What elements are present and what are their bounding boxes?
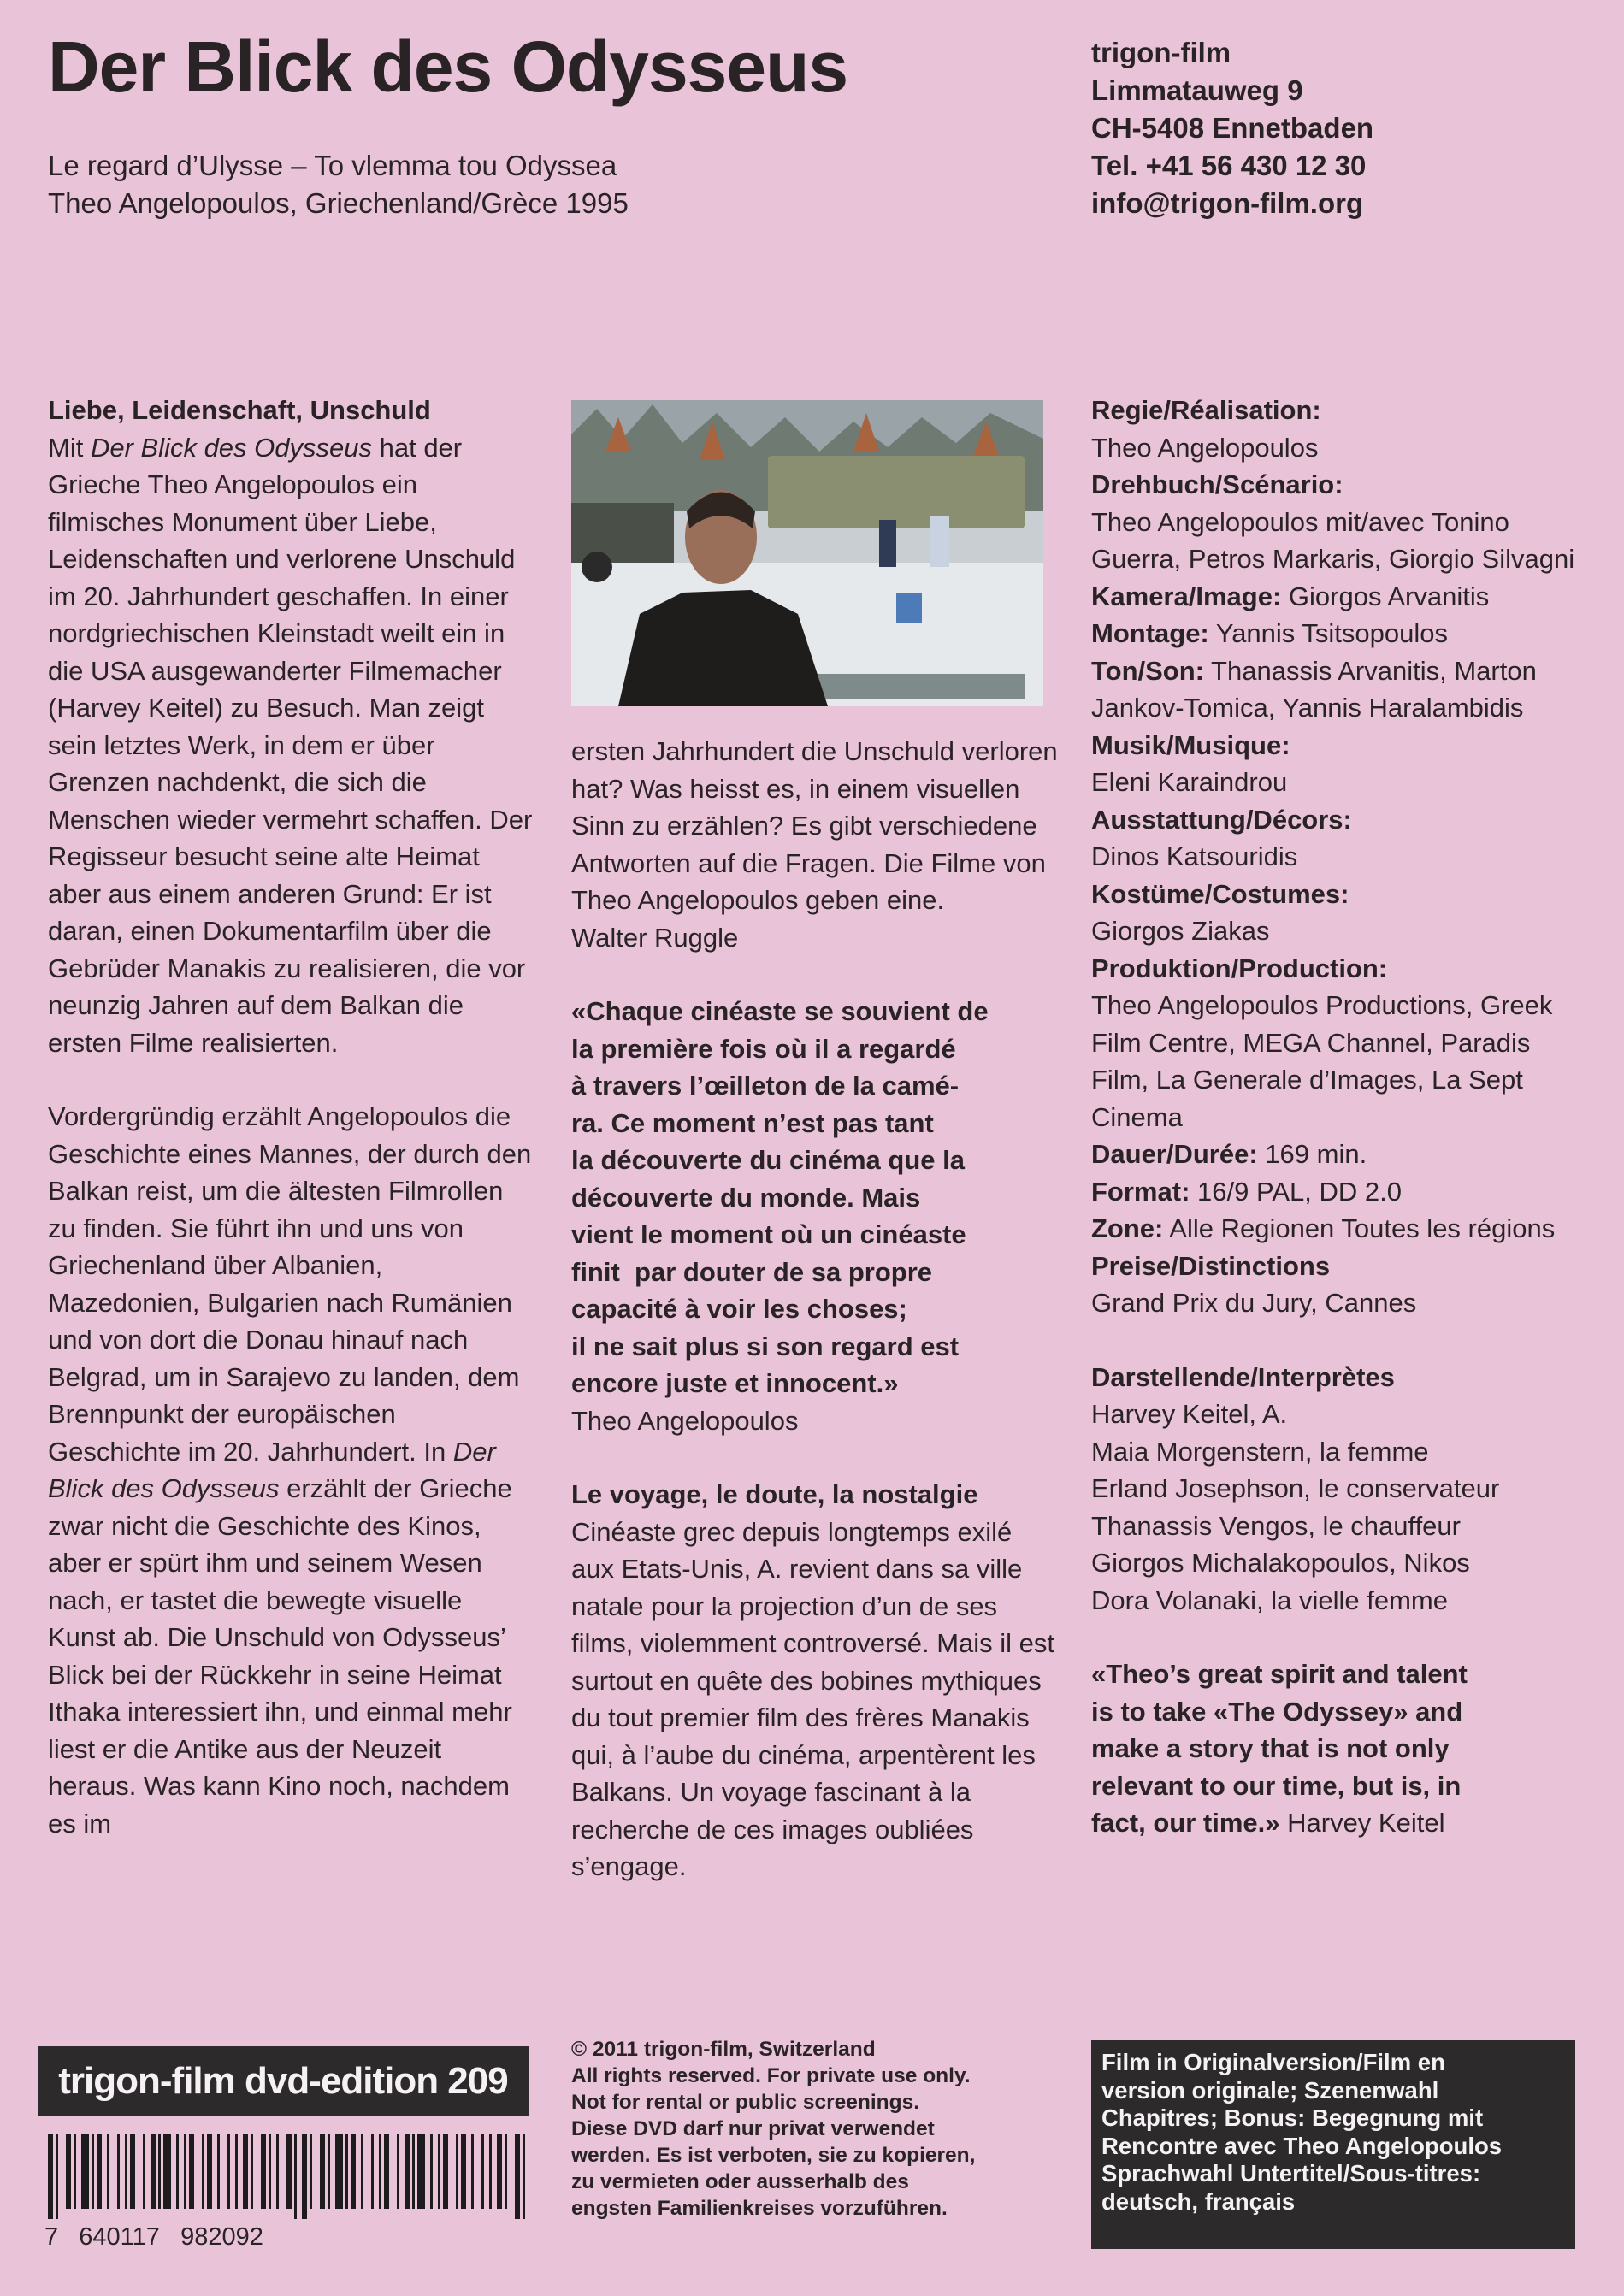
contact-name: trigon-film [1091, 37, 1231, 68]
credit-label: Dauer/Durée: [1091, 1139, 1258, 1169]
barcode-bar [302, 2134, 307, 2219]
credit-label: Ton/Son: [1091, 655, 1204, 686]
copyright-line: zu vermieten oder ausserhalb des [571, 2170, 909, 2193]
barcode-bar [497, 2134, 502, 2209]
info-line: version originale; Szenenwahl [1101, 2076, 1439, 2104]
credits-list [1091, 392, 1587, 1322]
barcode-bar [471, 2134, 474, 2209]
subtitle-director-country: Theo Angelopoulos, Griechenland/Grèce 1995 [48, 187, 629, 219]
info-line: deutsch, français [1101, 2187, 1296, 2215]
film-still-photo [571, 400, 1043, 706]
cast-heading: Darstellende/Interprètes [1091, 1361, 1395, 1392]
copyright-line: Diese DVD darf nur privat verwendet [571, 2117, 935, 2140]
credit-label: Kostüme/Costumes: [1091, 878, 1349, 909]
cast-item: Dora Volanaki, la vielle femme [1091, 1585, 1448, 1615]
barcode-bar [335, 2134, 343, 2209]
film-title-italic: Der Blick des Odysseus [48, 1436, 496, 1503]
barcode-bar [461, 2134, 466, 2209]
barcode-bar [269, 2134, 271, 2209]
barcode-bar [158, 2134, 161, 2209]
cast-item: Giorgos Michalakopoulos, Nikos [1091, 1548, 1470, 1578]
subtitle-alt-titles: Le regard d’Ulysse – To vlemma tou Odyssea [48, 150, 617, 181]
barcode-bar [310, 2134, 312, 2209]
copyright-line: © 2011 trigon-film, Switzerland [571, 2038, 876, 2061]
credit-item [1091, 1173, 1587, 1211]
barcode-bar [384, 2134, 389, 2209]
german-description [48, 392, 535, 1842]
french-body: Cinéaste grec depuis longtemps exilé aux Etats-Unis, A. revient dans sa ville natale pour la projection d’un de ses films, violemment controversé. Mais il est surtout en quête des bobines mythiques du tout premier film des frères Manakis qui, à l’aube du cinéma, arpentèrent les Balkans. Un voyage fascinant à la recherche de ces images oubliées s’engage. [571, 1516, 1055, 1881]
barcode-bar [345, 2134, 348, 2209]
german-author: Walter Ruggle [571, 922, 739, 953]
credit-value: Theo Angelopoulos Productions, Greek Film Centre, MEGA Channel, Paradis Film, La Generale d’Images, La Sept Cinema [1091, 990, 1553, 1132]
credit-value: Eleni Karaindrou [1091, 767, 1288, 797]
barcode-bar [412, 2134, 415, 2209]
credit-item [1091, 727, 1587, 801]
credit-value: Giorgos Arvanitis [1281, 581, 1490, 611]
barcode-bar [286, 2134, 292, 2209]
copyright-line: Not for rental or public screenings. [571, 2091, 920, 2114]
credit-label: Montage: [1091, 618, 1209, 648]
barcode-bar [243, 2134, 248, 2209]
credit-value: 169 min. [1257, 1139, 1367, 1169]
copyright-line: werden. Es ist verboten, sie zu kopieren, [571, 2144, 976, 2167]
barcode-bar [217, 2134, 220, 2209]
cast-item: Harvey Keitel, A. [1091, 1399, 1288, 1429]
german-paragraph-1: Mit Der Blick des Odysseus hat der Grieche Theo Angelopoulos ein filmisches Monument über Liebe, Leidenschaften und verlorene Unschuld im 20. Jahrhundert geschaffen. In einer nordgriechischen Kleinstadt weilt ein in die USA ausgewanderter Filmemacher (Harvey Keitel) zu Besuch. Man zeigt sein letztes Werk, in dem er über Grenzen nachdenkt, die sich die Menschen wieder vermehrt schaffen. Der Regisseur besucht seine alte Heimat aber aus einem anderen Grund: Er ist daran, einen Dokumentarfilm über die Gebrüder Manakis zu realisieren, die vor neunzig Jahren auf dem Balkan die ersten Filme realisierten. [48, 432, 533, 1058]
credit-label: Preise/Distinctions [1091, 1250, 1331, 1281]
barcode-bar [176, 2134, 179, 2209]
credit-label: Drehbuch/Scénario: [1091, 469, 1343, 499]
contact-block [1091, 34, 1373, 222]
copyright-line: engsten Familienkreises vorzuführen. [571, 2197, 948, 2220]
german-paragraph-2: Vordergründig erzählt Angelopoulos die Geschichte eines Mannes, der durch den Balkan reist, um die ältesten Filmrollen zu finden. Sie führt ihn und uns von Griechenland über Albanien, Mazedonien, Bulgarien nach Rumänien und von dort die Donau hinauf nach Belgrad, um in Sarajevo zu landen, dem Brennpunkt der europäischen Geschichte im 20. Jahrhundert. In Der Blick des Odysseus erzählt der Grieche zwar nicht die Geschichte des Kinos, aber er spürt ihm und seinem Wesen nach, er tastet die bewegte visuelle Kunst ab. Die Unschuld von Odysseus’ Blick bei der Rückkehr in seine Heimat Ithaka interessiert ihn, und einmal mehr liest er die Antike aus der Neuzeit heraus. Was kann Kino noch, nachdem es im [48, 1101, 532, 1839]
info-line: Rencontre avec Theo Angelopoulos [1101, 2132, 1503, 2159]
info-line: Chapitres; Bonus: Begegnung mit [1101, 2104, 1484, 2131]
barcode-bar [92, 2134, 94, 2209]
barcode-bar [189, 2134, 194, 2209]
edition-label: trigon-film dvd-edition 209 [38, 2046, 529, 2116]
credit-item [1091, 615, 1587, 652]
quote-french: «Chaque cinéaste se souvient de la première fois où il a regardé à travers l’œilleton de la camé- ra. Ce moment n’est pas tant la découverte du cinéma que la découverte du monde. Mais vient le moment où un cinéaste finit par douter de sa propre capacité à voir les choses; il ne sait plus si son regard est encore juste et innocent.» [571, 996, 989, 1398]
credit-item [1091, 392, 1587, 466]
barcode-bar [74, 2134, 76, 2209]
credit-label: Musik/Musique: [1091, 729, 1290, 760]
credit-item [1091, 876, 1587, 950]
credits-column [1091, 392, 1587, 1842]
credit-label: Ausstattung/Décors: [1091, 804, 1352, 835]
barcode-bar [515, 2134, 520, 2219]
barcode-bar [56, 2134, 58, 2219]
barcode-bar [97, 2134, 102, 2209]
barcode-bar [430, 2134, 433, 2209]
cast-item: Maia Morgenstern, la femme [1091, 1436, 1429, 1467]
credit-item [1091, 466, 1587, 578]
barcode-bar [481, 2134, 484, 2209]
contact-phone: Tel. +41 56 430 12 30 [1091, 150, 1367, 181]
barcode-bar [417, 2134, 425, 2209]
barcode-bar [276, 2134, 279, 2209]
cast-list [1091, 1396, 1587, 1619]
quote-english: «Theo’s great spirit and talent is to take «The Odyssey» and make a story that is not only relevant to our time, but is, in fact, our time.» Harvey Keitel [1091, 1659, 1468, 1838]
german-heading: Liebe, Leidenschaft, Unschuld [48, 395, 431, 425]
credit-item [1091, 801, 1587, 876]
credit-item [1091, 652, 1587, 727]
credit-item [1091, 1136, 1587, 1173]
barcode-bar [489, 2134, 492, 2209]
quote-english-author: Harvey Keitel [1279, 1808, 1445, 1838]
page-title: Der Blick des Odysseus [48, 27, 848, 107]
credit-value: Giorgos Ziakas [1091, 916, 1270, 946]
barcode-number: 7 640117 982092 [44, 2223, 263, 2251]
barcode-bar [143, 2134, 145, 2209]
cast-item: Thanassis Vengos, le chauffeur [1091, 1510, 1461, 1541]
barcode-bar [235, 2134, 238, 2209]
barcode-bar [456, 2134, 458, 2209]
barcode-bar [117, 2134, 120, 2209]
credit-label: Produktion/Production: [1091, 953, 1388, 983]
credit-value: Yannis Tsitsopoulos [1208, 618, 1448, 648]
barcode-bar [438, 2134, 440, 2209]
film-title-italic: Der Blick des Odysseus [90, 432, 372, 463]
middle-column-text [571, 733, 1059, 1886]
credit-label: Zone: [1091, 1213, 1164, 1243]
barcode-bar [328, 2134, 330, 2209]
barcode-bar [523, 2134, 525, 2219]
dvd-info-box [1091, 2040, 1575, 2249]
credit-value: 16/9 PAL, DD 2.0 [1190, 1176, 1402, 1207]
copyright-notice [571, 2036, 1050, 2222]
credit-item [1091, 950, 1587, 1136]
barcode-bar [251, 2134, 253, 2209]
barcode-bar [320, 2134, 325, 2209]
barcode-bar [379, 2134, 381, 2209]
cast-item: Erland Josephson, le conservateur [1091, 1473, 1500, 1503]
barcode-bar [261, 2134, 266, 2209]
barcode-bar [151, 2134, 156, 2209]
credit-value: Theo Angelopoulos mit/avec Tonino Guerra, Petros Markaris, Giorgio Silvagni [1091, 506, 1575, 574]
quote-french-author: Theo Angelopoulos [571, 1405, 799, 1436]
barcode-bar [107, 2134, 109, 2209]
info-line: Film in Originalversion/Film en [1101, 2049, 1445, 2075]
barcode-bar [81, 2134, 89, 2209]
barcode-bar [130, 2134, 135, 2209]
barcode-bar [361, 2134, 363, 2209]
credit-value: Alle Regionen Toutes les régions [1163, 1213, 1556, 1243]
barcode-bar [125, 2134, 127, 2209]
copyright-line: All rights reserved. For private use only. [571, 2064, 971, 2087]
credit-label: Format: [1091, 1176, 1190, 1207]
barcode-bar [443, 2134, 448, 2209]
barcode-bar [66, 2134, 71, 2209]
credit-label: Kamera/Image: [1091, 581, 1282, 611]
barcode-bar [505, 2134, 507, 2209]
credit-label: Regie/Réalisation: [1091, 395, 1321, 425]
credit-item [1091, 1248, 1587, 1322]
french-heading: Le voyage, le doute, la nostalgie [571, 1479, 978, 1509]
credit-value: Thanassis Arvanitis, Marton Jankov-Tomica, Yannis Haralambidis [1091, 655, 1537, 723]
barcode-bar [163, 2134, 171, 2209]
barcode-bar [207, 2134, 212, 2209]
barcode-bar [405, 2134, 410, 2209]
german-paragraph-3: ersten Jahrhundert die Unschuld verloren hat? Was heisst es, in einem visuellen Sinn zu erzählen? Es gibt verschiedene Antworten auf die Fragen. Die Filme von Theo Angelopoulos geben eine. [571, 736, 1058, 915]
subtitle [48, 147, 629, 222]
credit-value: Grand Prix du Jury, Cannes [1091, 1288, 1417, 1318]
barcode-bar [351, 2134, 356, 2209]
barcode-bar [227, 2134, 230, 2209]
credit-value: Theo Angelopoulos [1091, 432, 1319, 463]
info-line: Sprachwahl Untertitel/Sous-titres: [1101, 2160, 1481, 2187]
contact-email: info@trigon-film.org [1091, 187, 1364, 219]
barcode-bar [184, 2134, 186, 2209]
credit-item [1091, 1210, 1587, 1248]
barcode-bar [48, 2134, 53, 2219]
barcode-bar [202, 2134, 204, 2209]
barcode-bar [294, 2134, 297, 2219]
contact-city: CH-5408 Ennetbaden [1091, 112, 1374, 144]
contact-street: Limmatauweg 9 [1091, 74, 1303, 106]
credit-value: Dinos Katsouridis [1091, 841, 1298, 871]
credit-item [1091, 578, 1587, 616]
barcode-bar [371, 2134, 374, 2209]
barcode-bar [397, 2134, 399, 2209]
